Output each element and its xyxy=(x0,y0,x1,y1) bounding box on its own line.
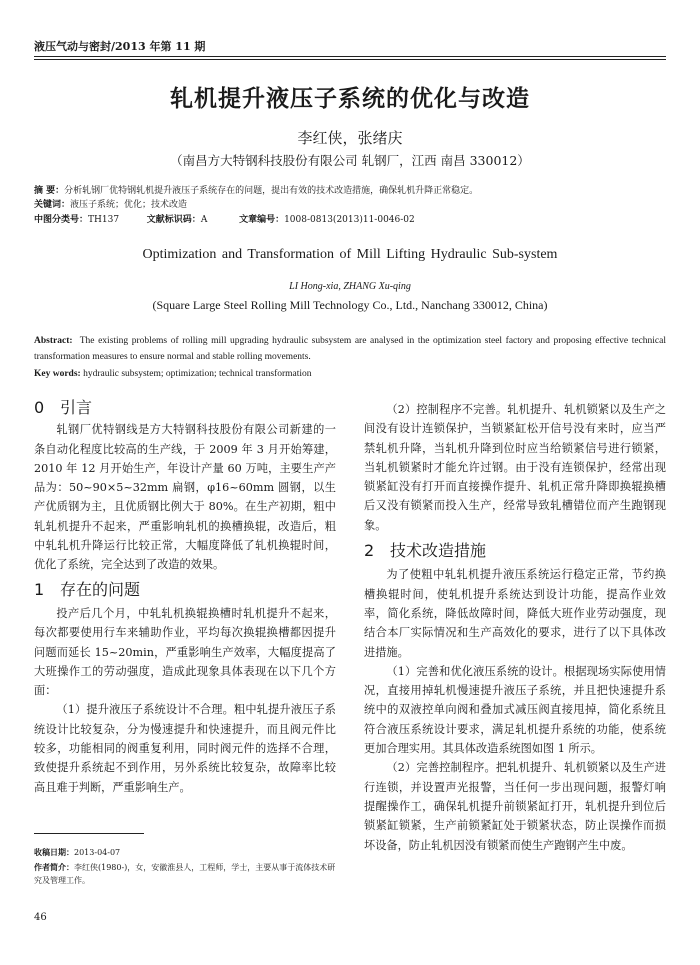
english-abstract-label: Abstract: xyxy=(34,336,73,346)
section-2-paragraph-3: （2）完善控制程序。把轧机提升、轧机锁紧以及生产进行连锁，并设置声光报警，当任何一步出现问题，报警灯响提醒操作工，确保轧机提升前锁紧缸打开，轧机提升到位后锁紧缸锁紧，生产前锁紧缸处于锁紧状态，防止误操作而损坏设备，防止轧机因没有锁紧而使生产跑钢产生中废。 xyxy=(364,761,666,852)
header-rule-thin xyxy=(34,59,666,60)
section-1-paragraph-3: （2）控制程序不完善。轧机提升、轧机锁紧以及生产之间没有设计连锁保护，当锁紧缸松开信号没有来时，应当严禁轧机升降，当轧机升降到位时应当给锁紧信号进行锁紧，当轧机锁紧时才能允许过钢。由于没有连锁保护，经常出现锁紧缸没有打开而直接操作提升、轧机正常升降即换辊换槽后又没有锁紧而投入生产，经常导致轧槽错位而产生跑钢现象。 xyxy=(364,403,666,532)
page-number: 46 xyxy=(34,912,47,923)
received-label: 收稿日期： xyxy=(34,847,74,857)
header-rule xyxy=(34,56,666,57)
classification-line xyxy=(34,214,415,227)
english-abstract-text: The existing problems of rolling mill upgrading hydraulic subsystem are analysed in the optimization steel factory and proposing effective technical transformation measures to ensure normal and stable rolling movements. xyxy=(34,336,667,362)
section-0-heading xyxy=(34,398,336,417)
bio-text: 李红侠(1980-)，女，安徽淮县人，工程师，学士，主要从事于流体技术研究及管理工作。 xyxy=(34,863,336,885)
footnote-received xyxy=(34,846,336,859)
section-2-title: 技术改造措施 xyxy=(390,541,487,561)
section-2-heading xyxy=(364,541,666,560)
section-0-title: 引言 xyxy=(60,398,93,417)
received-date: 2013-04-07 xyxy=(74,848,121,857)
running-head: 液压气动与密封/2013 年第 11 期 xyxy=(34,40,206,53)
english-keywords-label: Key words: xyxy=(34,369,81,379)
section-1-number: 1 xyxy=(34,579,45,599)
paper-title: 轧机提升液压子系统的优化与改造 xyxy=(170,86,530,112)
section-1-title: 存在的问题 xyxy=(60,579,141,599)
left-column xyxy=(34,398,336,797)
english-affiliation: (Square Large Steel Rolling Mill Technology Co., Ltd., Nanchang 330012, China) xyxy=(152,298,548,312)
doc-code-value: A xyxy=(200,215,208,225)
section-2-paragraph-1: 为了使粗中轧轧机提升液压系统运行稳定正常，节约换槽换辊时间，使轧机提升系统达到设计功能，提高作业效率，简化系统，降低故障时间，降低大班作业劳动强度，现结合本厂实际情况和生产高效化的要求，进行了以下具体改进措施。 xyxy=(364,568,666,659)
right-column xyxy=(364,400,666,855)
article-no-value: 1008-0813(2013)11-0046-02 xyxy=(284,215,415,225)
english-title: Optimization and Transformation of Mill Lifting Hydraulic Sub-system xyxy=(142,247,558,262)
abstract-block xyxy=(34,185,666,198)
english-authors: LI Hong-xia, ZHANG Xu-qing xyxy=(289,281,411,292)
section-2-paragraph-2: （1）完善和优化液压系统的设计。根据现场实际使用情况，直接用掉轧机慢速提升液压子系统，并且把快速提升系统中的双液控单向阀和叠加式减压阀直接甩掉，简化系统且符合液压系统设计要求，满足轧机提升系统的功能，使系统更加合理实用。其具体改造系统图如图 1 所示。 xyxy=(364,664,666,756)
clc-value: TH137 xyxy=(88,215,120,225)
section-1-paragraph-2: （1）提升液压子系统设计不合理。粗中轧提升液压子系统设计比较复杂，分为慢速提升和快速提升，而且阀元件比较多，功能相同的阀重复利用，同时阀元件的选择不合理，致使提升系统起不到作用，另外系统比较复杂，故障率比较高且难于判断，严重影响生产。 xyxy=(34,703,336,794)
section-1-paragraph-1: 投产后几个月，中轧轧机换辊换槽时轧机提升不起来，每次都要使用行车来辅助作业，平均每次换辊换槽都因提升问题而延长 15~20min，严重影响生产效率，大幅度提高了大班操作工的劳动强度，造成此现象具体表现在以下几个方面： xyxy=(34,606,336,698)
keywords-text: 液压子系统；优化；技术改造 xyxy=(70,200,188,210)
section-0-number: 0 xyxy=(34,398,45,417)
article-no-label: 文章编号： xyxy=(239,215,285,225)
english-abstract xyxy=(34,333,666,365)
section-1-heading xyxy=(34,580,336,599)
section-2-number: 2 xyxy=(364,541,375,561)
doc-code-label: 文献标识码： xyxy=(146,215,201,225)
clc-label: 中图分类号： xyxy=(34,215,89,225)
footnote-bio xyxy=(34,861,336,887)
english-keywords xyxy=(34,369,312,379)
paper-affiliation: （南昌方大特钢科技股份有限公司 轧钢厂，江西 南昌 330012） xyxy=(170,153,530,168)
section-0-paragraph: 轧钢厂优特钢线是方大特钢科技股份有限公司新建的一条自动化程度比较高的生产线，于 2009 年 3 月开始筹建，2010 年 12 月开始生产，年设计产量 60 万吨，主要生产产品为：50~90×5~32mm 扁钢，φ16~60mm 圆钢，以生产优质钢为主，且优质钢比例大于 80%。在生产初期，粗中轧轧机提升不起来，严重影响轧机的换槽换辊，改造后，粗中轧轧机升降运行比较正常，大幅度降低了轧机换辊时间，优化了系统，完全达到了改造的效果。 xyxy=(34,423,336,572)
paper-authors: 李红侠，张绪庆 xyxy=(297,129,403,147)
keywords-label: 关键词： xyxy=(34,200,71,210)
bio-label: 作者简介： xyxy=(34,862,74,872)
footnote-rule xyxy=(34,833,144,834)
abstract-text: 分析轧钢厂优特钢轧机提升液压子系统存在的问题，提出有效的技术改造措施，确保轧机升降正常稳定。 xyxy=(64,186,479,196)
keywords-block xyxy=(34,199,187,212)
english-keywords-text: hydraulic subsystem; optimization; technical transformation xyxy=(83,369,312,379)
abstract-label: 摘 要： xyxy=(34,186,65,196)
